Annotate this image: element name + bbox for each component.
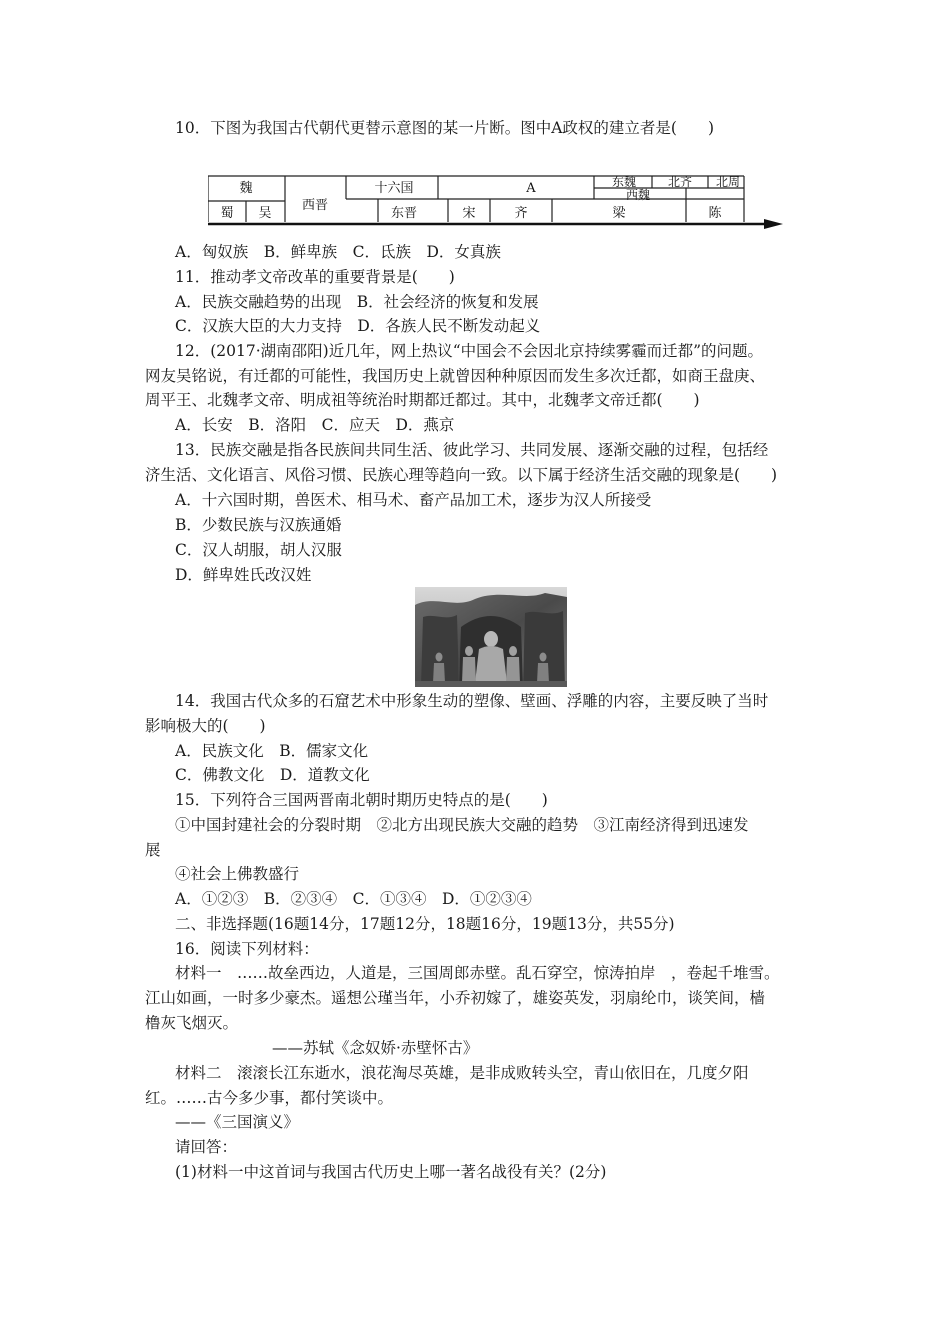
q11-options-ab: A．民族交融趋势的出现 B．社会经济的恢复和发展	[175, 293, 539, 311]
q12-line2: 网友吴铭说，有迁都的可能性，我国历史上就曾因种种原因而发生多次迁都，如商王盘庚、	[145, 367, 766, 385]
q16-material1-source: ——苏轼《念奴娇·赤壁怀古》	[272, 1039, 479, 1057]
q12-line3: 周平王、北魏孝文帝、明成祖等统治时期都迁都过。其中，北魏孝文帝迁都( )	[145, 391, 700, 409]
q16-material2-line1: 材料二 滚滚长江东逝水，浪花淘尽英雄，是非成败转头空，青山依旧在，几度夕阳	[175, 1064, 749, 1082]
dynasty-chen: 陈	[708, 206, 722, 221]
q13-option-d: D．鲜卑姓氏改汉姓	[175, 566, 312, 584]
q15-options: A．①②③ B．②③④ C．①③④ D．①②③④	[175, 890, 532, 908]
dynasty-a: A	[526, 181, 536, 196]
q15-items-line3: ④社会上佛教盛行	[175, 865, 300, 883]
q13-line1: 13．民族交融是指各民族间共同生活、彼此学习、共同发展、逐渐交融的过程，包括经	[175, 441, 769, 459]
q16-material2-line2: 红。……古今多少事，都付笑谈中。	[145, 1089, 394, 1107]
q14-options-cd: C．佛教文化 D．道教文化	[175, 766, 370, 784]
q13-option-a: A．十六国时期，兽医术、相马术、畜产品加工术，逐步为汉人所接受	[175, 491, 652, 509]
dynasty-liang: 梁	[612, 206, 626, 221]
dynasty-diagram-svg	[208, 171, 783, 233]
dynasty-song: 宋	[462, 206, 476, 221]
dynasty-beizhou: 北周	[715, 175, 741, 189]
dynasty-qi: 齐	[514, 206, 528, 221]
q10-stem: 10．下图为我国古代朝代更替示意图的某一片断。图中A政权的建立者是( )	[175, 119, 715, 137]
q11-options-cd: C．汉族大臣的大力支持 D．各族人民不断发动起义	[175, 317, 541, 335]
q16-material1-line1: 材料一 ……故垒西边，人道是，三国周郎赤壁。乱石穿空，惊涛拍岸 ，卷起千堆雪。	[175, 964, 780, 982]
q14-line1: 14．我国古代众多的石窟艺术中形象生动的塑像、壁画、浮雕的内容，主要反映了当时	[175, 692, 769, 710]
q16-stem: 16．阅读下列材料：	[175, 940, 319, 958]
q15-stem: 15．下列符合三国两晋南北朝时期历史特点的是( )	[175, 791, 548, 809]
q16-material1-line3: 橹灰飞烟灭。	[145, 1014, 239, 1032]
dynasty-wu: 吴	[258, 206, 272, 221]
dynasty-shu: 蜀	[220, 206, 234, 221]
dynasty-dongwei: 东魏	[611, 175, 637, 189]
q15-items-line2: 展	[145, 841, 161, 859]
dynasty-dongjin: 东晋	[390, 206, 418, 221]
q12-options: A．长安 B．洛阳 C．应天 D．燕京	[175, 416, 455, 434]
q13-line2: 济生活、文化语言、风俗习惯、民族心理等趋向一致。以下属于经济生活交融的现象是( )	[145, 466, 778, 484]
grotto-photo	[415, 587, 567, 687]
q13-option-b: B．少数民族与汉族通婚	[175, 516, 342, 534]
q10-options: A．匈奴族 B．鲜卑族 C．氐族 D．女真族	[175, 243, 501, 261]
dynasty-xiwei: 西魏	[625, 188, 651, 202]
q14-line2: 影响极大的( )	[145, 717, 266, 735]
q13-option-c: C．汉人胡服，胡人汉服	[175, 541, 342, 559]
q11-stem: 11．推动孝文帝改革的重要背景是( )	[175, 268, 455, 286]
q16-sub1: (1)材料一中这首词与我国古代历史上哪一著名战役有关？(2分)	[175, 1163, 607, 1181]
q16-material1-line2: 江山如画，一时多少豪杰。遥想公瑾当年，小乔初嫁了，雄姿英发，羽扇纶巾，谈笑间，樯	[145, 989, 766, 1007]
dynasty-xijin: 西晋	[301, 198, 329, 213]
q16-ask: 请回答：	[175, 1138, 238, 1156]
section-two-heading: 二、非选择题(16题14分，17题12分，18题16分，19题13分，共55分)	[175, 915, 675, 933]
q14-options-ab: A．民族文化 B．儒家文化	[175, 742, 369, 760]
q12-line1: 12．(2017·湖南邵阳)近几年，网上热议“中国会不会因北京持续雾霾而迁都”的问题。	[175, 342, 764, 360]
q15-items-line1: ①中国封建社会的分裂时期 ②北方出现民族大交融的趋势 ③江南经济得到迅速发	[175, 816, 749, 834]
dynasty-beiqi: 北齐	[667, 175, 693, 189]
dynasty-sixteen-kingdoms: 十六国	[374, 181, 414, 196]
dynasty-wei: 魏	[239, 181, 253, 196]
dynasty-diagram	[208, 171, 783, 237]
q16-material2-source: ——《三国演义》	[175, 1113, 300, 1131]
